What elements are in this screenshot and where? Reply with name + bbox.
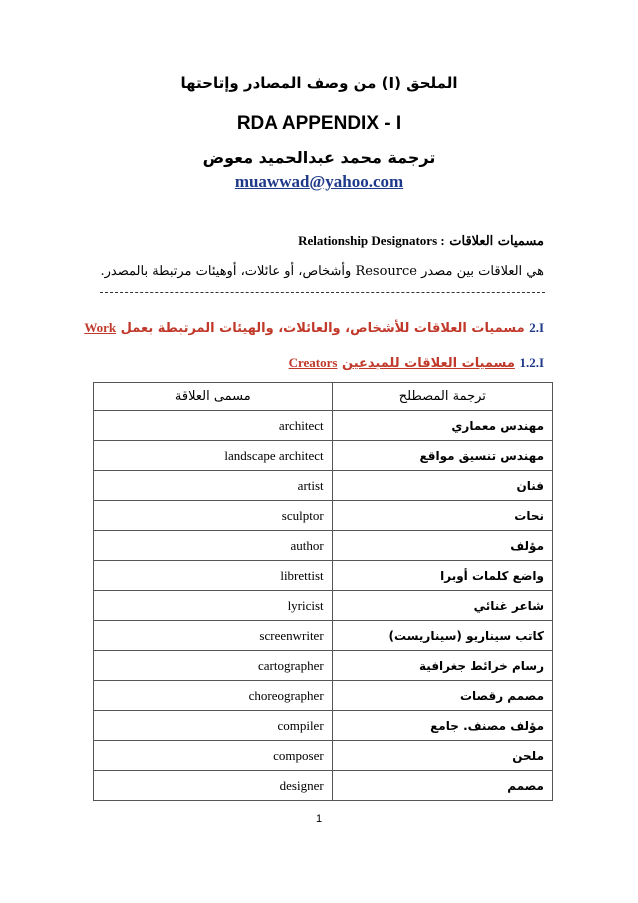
relationship-term-en: artist [94, 471, 333, 501]
definition-text: هي العلاقات بين مصدر Resource وأشخاص، أو عائلات، أوهيئات مرتبطة بالمصدر. [100, 264, 544, 279]
relationship-term-en: sculptor [94, 501, 333, 531]
table-row [94, 741, 553, 771]
table-row [94, 711, 553, 741]
relationship-term-en: designer [94, 771, 333, 801]
table-row [94, 441, 553, 471]
table-body [94, 411, 553, 801]
heading-label-en: Relationship Designators : [298, 233, 445, 248]
table-row [94, 561, 553, 591]
dashed-separator [100, 292, 545, 293]
header-relationship-name: مسمى العلاقة [94, 383, 333, 411]
relationship-term-ar: مؤلف مصنف. جامع [332, 711, 552, 741]
header-term-translation: ترجمة المصطلح [332, 383, 552, 411]
relationship-term-en: author [94, 531, 333, 561]
relationship-term-ar: ملحن [332, 741, 552, 771]
section-number: 1.2.I [519, 355, 544, 370]
section-heading-work [84, 320, 544, 336]
relationship-term-en: librettist [94, 561, 333, 591]
designators-table [93, 382, 553, 801]
translator-name: ترجمة محمد عبدالحميد معوض [202, 148, 436, 167]
table-header-row [94, 383, 553, 411]
table-row [94, 591, 553, 621]
relationship-term-ar: مصمم رقصات [332, 681, 552, 711]
relationship-term-ar: مصمم [332, 771, 552, 801]
table-row [94, 651, 553, 681]
relationship-term-ar: شاعر غنائي [332, 591, 552, 621]
relationship-term-en: lyricist [94, 591, 333, 621]
relationship-term-ar: نحات [332, 501, 552, 531]
relationship-term-en: cartographer [94, 651, 333, 681]
translator-email[interactable]: muawwad@yahoo.com [234, 172, 404, 191]
section-text-ar: مسميات العلاقات للمبدعين [342, 356, 515, 371]
relationship-term-ar: رسام خرائط جغرافية [332, 651, 552, 681]
relationship-term-en: landscape architect [94, 441, 333, 471]
table-row [94, 621, 553, 651]
relationship-term-ar: مهندس معماري [332, 411, 552, 441]
section-text-en: Creators [288, 355, 338, 370]
relationship-term-ar: فنان [332, 471, 552, 501]
table-row [94, 771, 553, 801]
section-text-en: Work [84, 320, 117, 335]
table-row [94, 501, 553, 531]
table-row [94, 471, 553, 501]
relationship-term-en: architect [94, 411, 333, 441]
table-row [94, 531, 553, 561]
table-row [94, 681, 553, 711]
appendix-title-ar: الملحق (I) من وصف المصادر وإتاحتها [180, 74, 458, 92]
heading-label-ar: مسميات العلاقات [449, 234, 544, 249]
section-text-ar: مسميات العلاقات للأشخاص، والعائلات، والهيئات المرتبطة بعمل [120, 321, 525, 336]
relationship-designators-heading [298, 233, 544, 249]
relationship-term-ar: مهندس تنسيق مواقع [332, 441, 552, 471]
relationship-term-en: choreographer [94, 681, 333, 711]
page-number: 1 [315, 813, 323, 825]
section-number: 2.I [529, 320, 544, 335]
relationship-term-ar: واضع كلمات أوبرا [332, 561, 552, 591]
appendix-title-en: RDA APPENDIX - I [236, 113, 402, 134]
relationship-term-en: compiler [94, 711, 333, 741]
table-row [94, 411, 553, 441]
relationship-term-ar: كاتب سيناريو (سيناريست) [332, 621, 552, 651]
section-heading-creators [289, 355, 544, 371]
relationship-term-en: composer [94, 741, 333, 771]
relationship-term-ar: مؤلف [332, 531, 552, 561]
relationship-term-en: screenwriter [94, 621, 333, 651]
